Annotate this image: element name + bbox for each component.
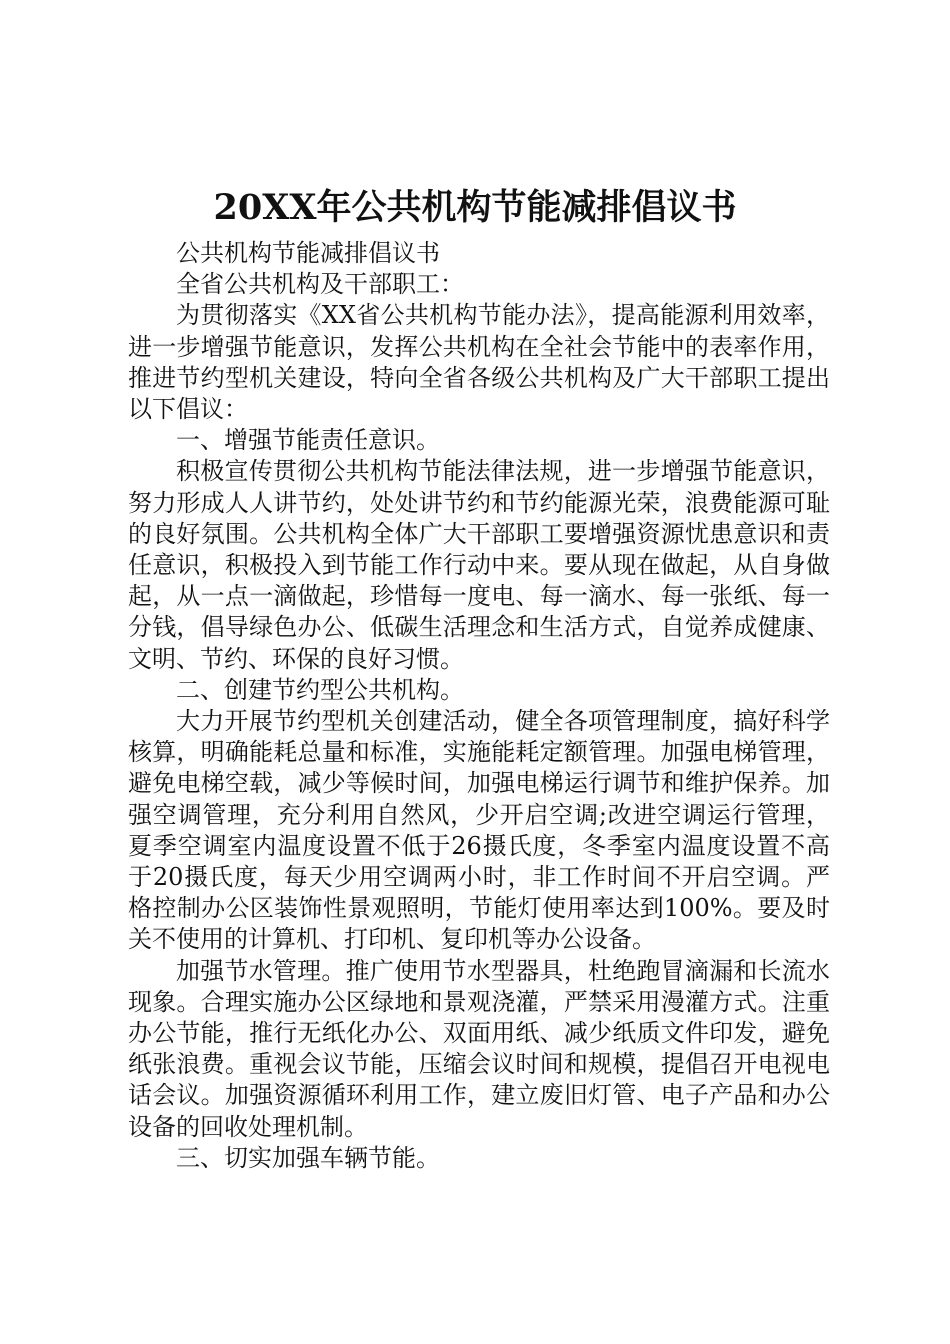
section-heading-3: 三、切实加强车辆节能。 <box>176 1143 440 1172</box>
paragraph-salutation: 全省公共机构及干部职工： <box>176 270 464 299</box>
paragraph-section-1: 积极宣传贯彻公共机构节能法律法规，进一步增强节能意识，努力形成人人讲节约，处处讲节约和节约能源光荣，浪费能源可耻的良好氛围。公共机构全体广大干部职工要增强资源忧患意识和责任意识，积极投入到节能工作行动中来。要从现在做起，从自身做起，从一点一滴做起，珍惜每一度电、每一滴水、每一张纸、每一分钱，倡导绿色办公、低碳生活理念和生活方式，自觉养成健康、文明、节约、环保的良好习惯。 <box>128 457 830 673</box>
paragraph-subtitle: 公共机构节能减排倡议书 <box>176 239 440 267</box>
paragraph-section-2b: 加强节水管理。推广使用节水型器具，杜绝跑冒滴漏和长流水现象。合理实施办公区绿地和景观浇灌，严禁采用漫灌方式。注重办公节能，推行无纸化办公、双面用纸、减少纸质文件印发，避免纸张浪费。重视会议节能，压缩会议时间和规模，提倡召开电视电话会议。加强资源循环利用工作，建立废旧灯管、电子产品和办公设备的回收处理机制。 <box>128 956 830 1141</box>
paragraph-section-2a: 大力开展节约型机关创建活动，健全各项管理制度，搞好科学核算，明确能耗总量和标准，实施能耗定额管理。加强电梯管理，避免电梯空载，减少等候时间，加强电梯运行调节和维护保养。加强空调管理，充分利用自然风，少开启空调;改进空调运行管理，夏季空调室内温度设置不低于26摄氏度，冬季室内温度设置不高于20摄氏度，每天少用空调两小时，非工作时间不开启空调。严格控制办公区装饰性景观照明，节能灯使用率达到100%。要及时关不使用的计算机、打印机、复印机等办公设备。 <box>128 707 830 954</box>
section-heading-2: 二、创建节约型公共机构。 <box>176 675 464 704</box>
section-heading-1: 一、增强节能责任意识。 <box>176 426 440 455</box>
document-body <box>128 238 830 1174</box>
paragraph-intro: 为贯彻落实《XX省公共机构节能办法》，提高能源利用效率，进一步增强节能意识，发挥公共机构在全社会节能中的表率作用，推进节约型机关建设，特向全省各级公共机构及广大干部职工提出以下倡议： <box>128 301 830 424</box>
document-title: 20XX年公共机构节能减排倡议书 <box>213 187 737 228</box>
